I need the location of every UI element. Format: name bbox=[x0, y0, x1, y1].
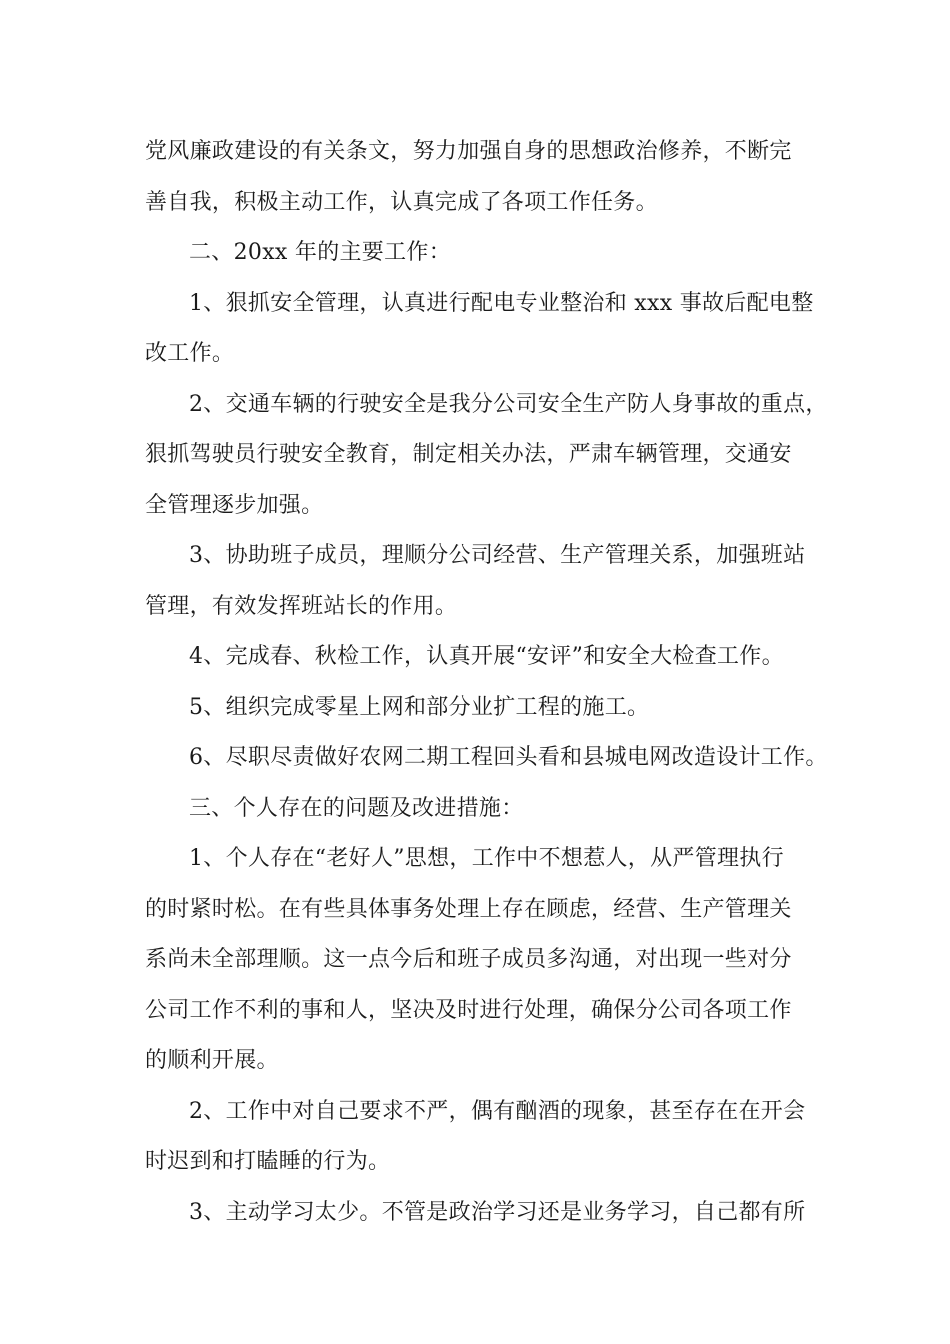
document-body bbox=[145, 130, 828, 1241]
text-line: 全管理逐步加强。 bbox=[145, 492, 324, 518]
text-line: 2、交通车辆的行驶安全是我分公司安全生产防人身事故的重点， bbox=[189, 391, 828, 417]
text-line: 狠抓驾驶员行驶安全教育，制定相关办法，严肃车辆管理，交通安 bbox=[145, 442, 792, 467]
text-line: 改工作。 bbox=[145, 341, 235, 366]
text-line: 二、20xx 年的主要工作： bbox=[189, 240, 452, 265]
text-line: 6、尽职尽责做好农网二期工程回头看和县城电网改造设计工作。 bbox=[189, 745, 828, 770]
text-line: 2、工作中对自己要求不严，偶有酗酒的现象，甚至存在在开会 bbox=[189, 1098, 806, 1124]
text-line: 时迟到和打瞌睡的行为。 bbox=[145, 1149, 391, 1174]
text-line: 3、协助班子成员，理顺分公司经营、生产管理关系，加强班站 bbox=[189, 543, 806, 568]
text-line: 3、主动学习太少。不管是政治学习还是业务学习，自己都有所 bbox=[189, 1199, 806, 1225]
text-line: 三、个人存在的问题及改进措施： bbox=[189, 795, 524, 821]
text-line: 的时紧时松。在有些具体事务处理上存在顾虑，经营、生产管理关 bbox=[145, 896, 792, 922]
text-line: 5、组织完成零星上网和部分业扩工程的施工。 bbox=[189, 694, 650, 720]
text-line: 系尚未全部理顺。这一点今后和班子成员多沟通，对出现一些对分 bbox=[145, 947, 792, 972]
text-line: 的顺利开展。 bbox=[145, 1048, 279, 1073]
text-line: 4、完成春、秋检工作，认真开展“安评”和安全大检查工作。 bbox=[189, 644, 784, 669]
text-line: 管理，有效发挥班站长的作用。 bbox=[145, 593, 458, 619]
text-line: 党风廉政建设的有关条文，努力加强自身的思想政治修养，不断完 bbox=[145, 139, 792, 164]
text-line: 1、个人存在“老好人”思想，工作中不想惹人，从严管理执行 bbox=[189, 846, 784, 871]
text-line: 善自我，积极主动工作，认真完成了各项工作任务。 bbox=[145, 189, 658, 215]
text-line: 1、狠抓安全管理，认真进行配电专业整治和 xxx 事故后配电整 bbox=[189, 290, 814, 316]
text-line: 公司工作不利的事和人，坚决及时进行处理，确保分公司各项工作 bbox=[145, 997, 792, 1023]
